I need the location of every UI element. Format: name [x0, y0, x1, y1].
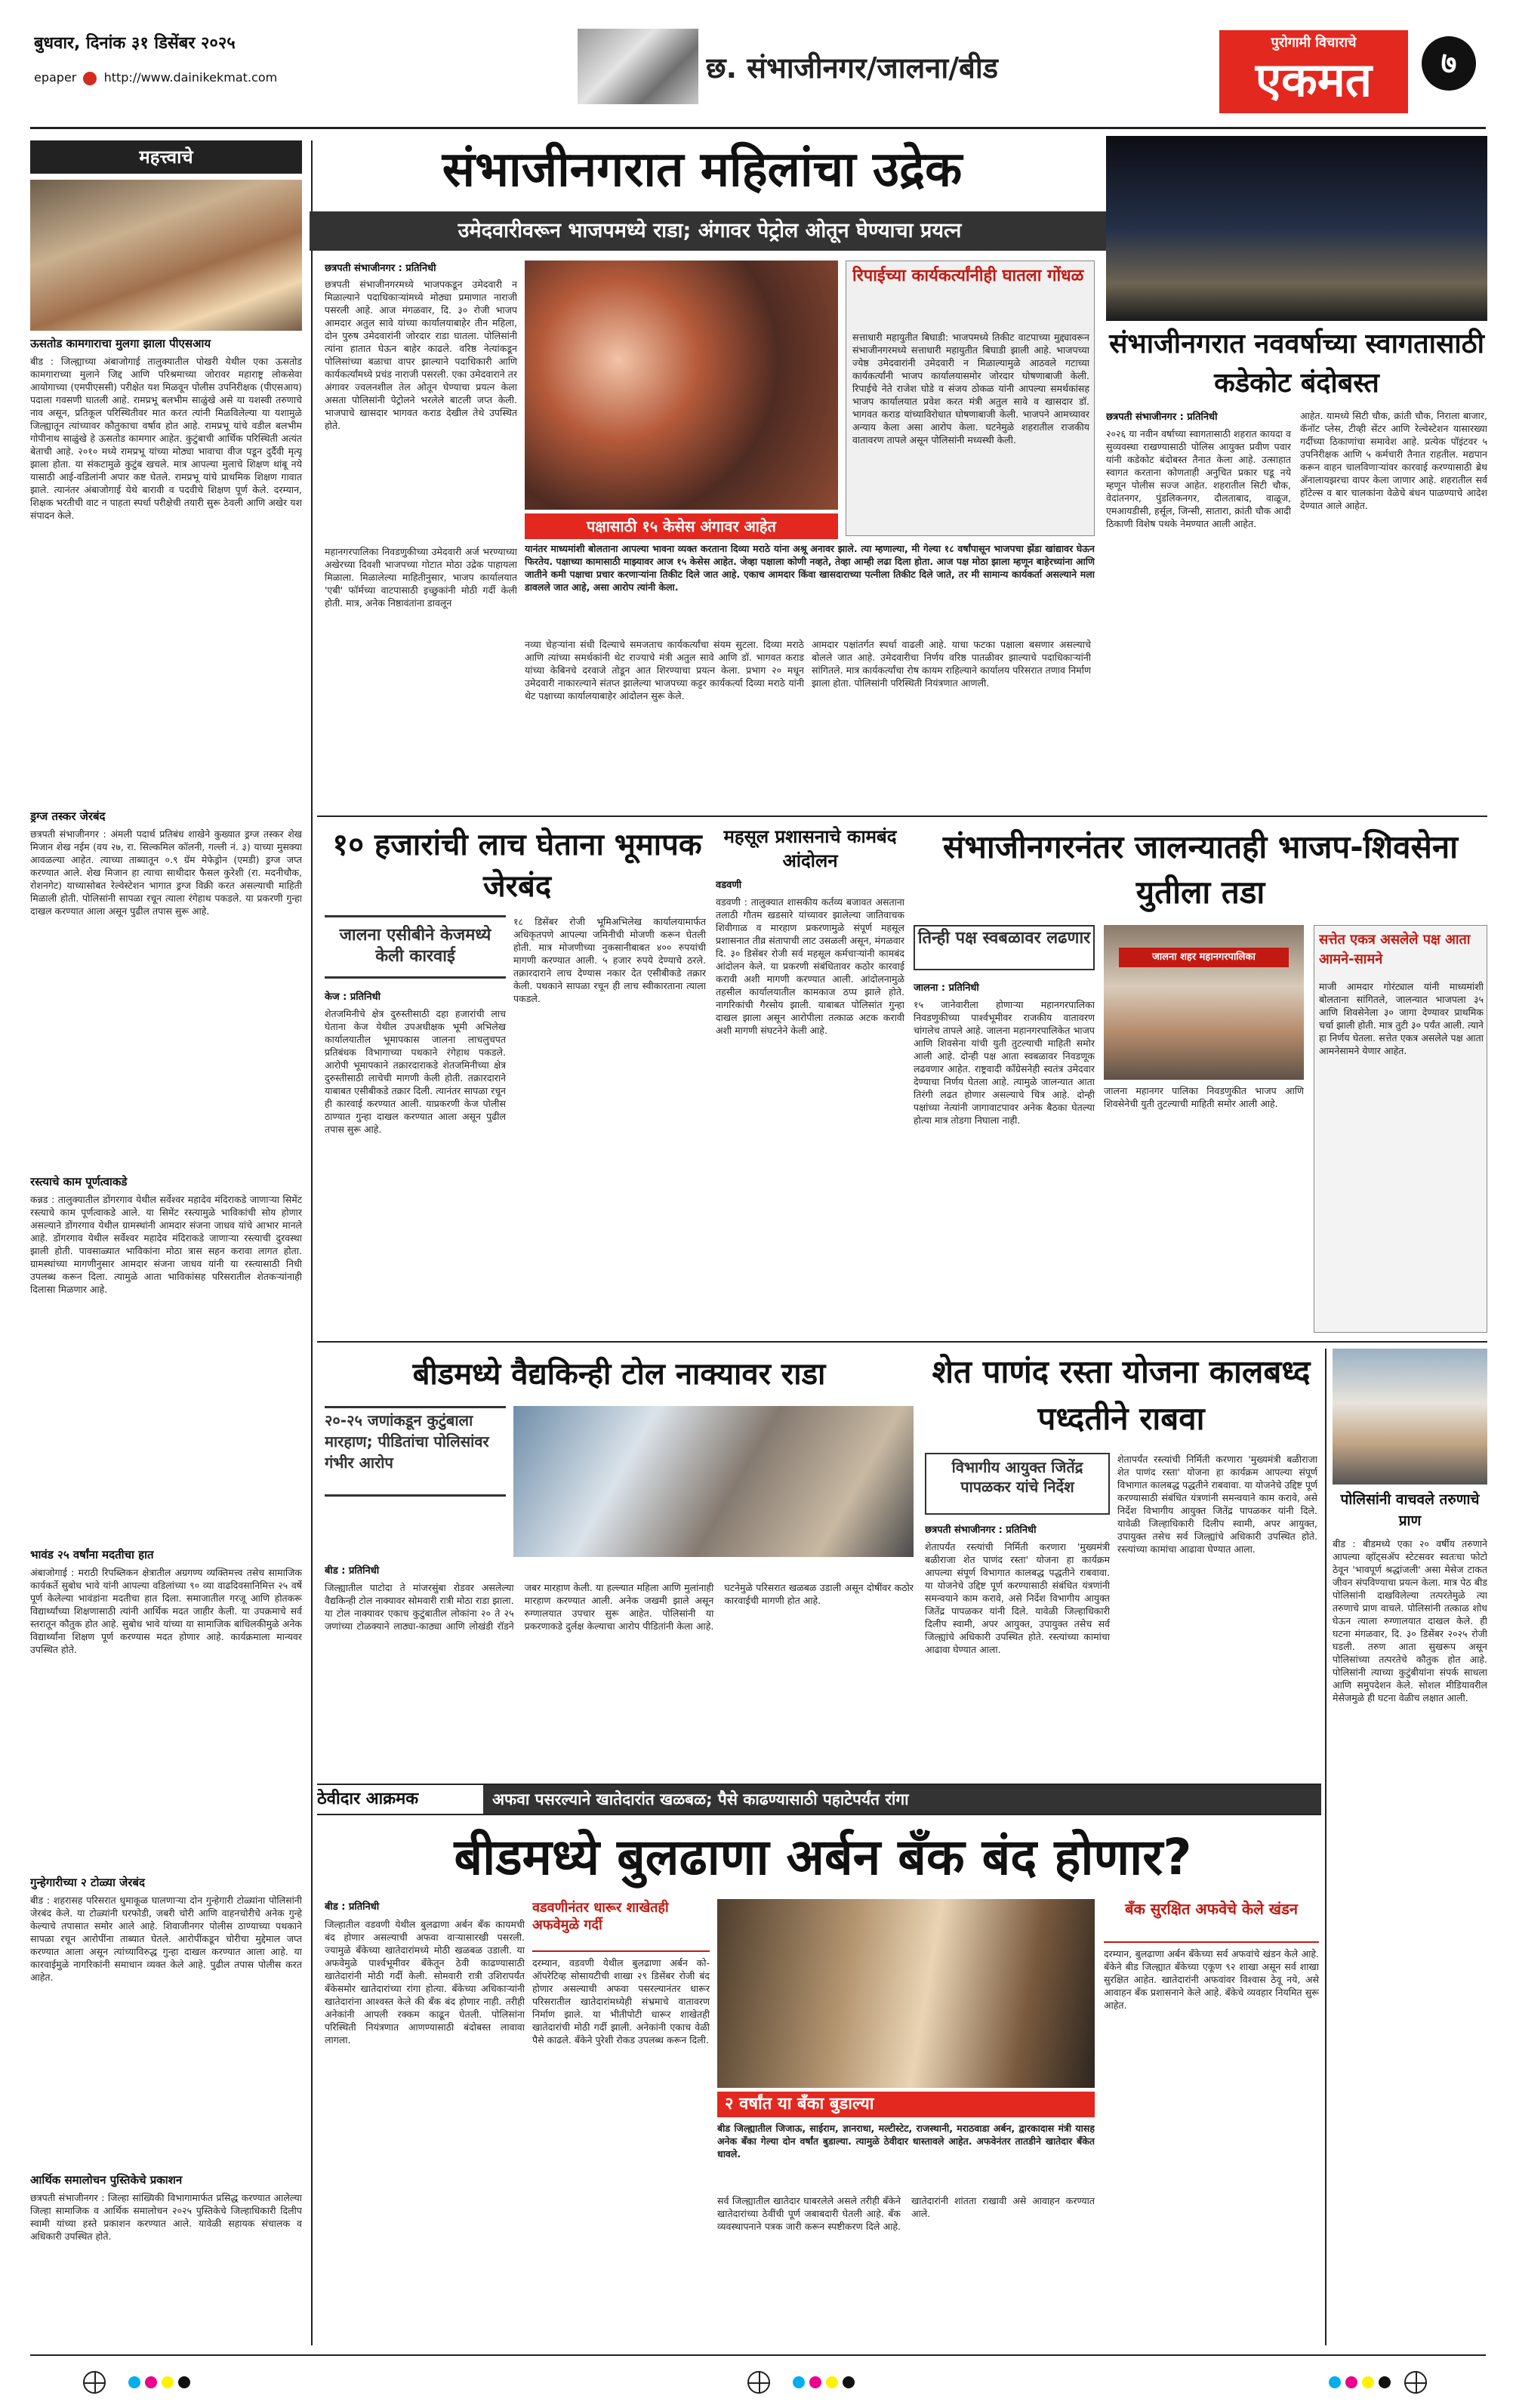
sidebar: [30, 140, 302, 2345]
lead-dateline: छत्रपती संभाजीनगर : प्रतिनिधी: [325, 263, 436, 274]
registration-mark-right: [1404, 2371, 1427, 2394]
municipal-sign: जालना शहर महानगरपालिका: [1119, 948, 1289, 967]
toll-plaza-photo: [513, 1406, 914, 1557]
alliance-photo-caption: जालना महानगर पालिका निवडणुकीत भाजप आणि शिवसेनेची युती तुटल्याची माहिती समोर आली आहे.: [1104, 1085, 1304, 1109]
sidebar-header: महत्त्वाचे: [30, 140, 302, 174]
bribe-kicker: जालना एसीबीने केजमध्ये केली कारवाई: [325, 915, 506, 979]
lead-headline: संभाजीनगरात महिलांचा उद्रेक: [442, 142, 963, 198]
color-dots-center: [793, 2376, 855, 2388]
toll-dateline: बीड : प्रतिनिधी: [325, 1565, 380, 1577]
edition-prefix: छ. संभाजीनगर: [706, 51, 867, 85]
sidebar-story-3-body: कन्नड : तालुक्यातील डोंगरगाव येथील सर्वेश्वर महादेव मंदिराकडे जाणाऱ्या सिमेंट रस्त्याचे काम पूर्णत्वाकडे आले. या सिमेंट रस्त्यामुळे भाविकांची सोय होणार असल्याने डोंगरगाव येथील ग्रामस्थांनी आमदार संजना जाधव यांचे आभार मानले आहे. डोंगरगाव येथील सर्वेश्वर महादेव मंदिराकडे जाणाऱ्या रस्त्याची दुरवस्था झाली होती. पावसाळ्यात भाविकांना मोठा त्रास सहन करावा लागत होता. ग्रामस्थांच्या मागणीनुसार आमदार संजना जाधव यांनी या रस्त्यासाठी निधी उपलब्ध करून दिला. त्यामुळे आता भाविकांसह परिसरातील शेतकऱ्यांनाही दिलासा मिळणार आहे.: [30, 1194, 302, 1295]
lead-col3: आमदार पक्षांतर्गत स्पर्धा वाढली आहे. याचा फटका पक्षाला बसणार असल्याचे बोलले जात आहे. उमेदवारीचा निर्णय वरिष्ठ पातळीवर झाल्याचे पदाधिकाऱ्यांनी सांगितले. मात्र कार्यकर्त्यांचा रोष कायम राहिल्याने कार्यालय परिसरात तणाव निर्माण झाला होता. पोलिसांनी परिस्थिती नियंत्रणात आणली.: [812, 639, 1091, 689]
dharur-headline: वडवणीनंतर धारूर शाखेतही अफवेमुळे गर्दी: [532, 1899, 710, 1952]
rescue-body: बीड : बीडमध्ये एका २० वर्षीय तरुणाने आपल्या व्हॉट्सॲप स्टेटसवर स्वतःचा फोटो ठेवून 'भावपूर्ण श्रद्धांजली' असा मेसेज टाकत जीवन संपविण्याचा प्रयत्न केला. मात्र पेठ बीड पोलिसांनी दाखविलेल्या तत्परतेमुळे त्या तरुणाचे प्राण वाचले. पोलिसांनी तत्काळ शोध घेऊन त्याला रुग्णालयात दाखल केले. ही घटना मंगळवार, दि. ३० डिसेंबर २०२५ रोजी घडली. तरुण आता सुखरूप असून पोलिसांच्या तत्परतेचे कौतुक होत आहे. पोलिसांनी त्याच्या कुटुंबीयांना संपर्क साधला आणि समुपदेशन केले. सोशल मीडियावरील मेसेजमुळे ही घटना वेळीच लक्षात आली.: [1333, 1538, 1487, 1703]
sidebar-story-2-body: छत्रपती संभाजीनगर : अंमली पदार्थ प्रतिबंध शाखेने कुख्यात ड्रग्ज तस्कर शेख मिजान शेख नईम (वय २७, रा. सिल्कमिल कॉलनी, गल्ली नं. ३) याच्या मुसक्या आवळल्या आहेत. त्याच्या ताब्यातून ०.९ ग्रॅम मेफेड्रोन (एमडी) ड्रग्ज जप्त करण्यात आले. शेख मिजान हा त्याचा साथीदार फैसल कुरेशी (रा. मदनीचौक, रोशनगेट) याच्यासोबत रेल्वेस्टेशन भागात ड्रग्ज विक्री करत असल्याची माहिती मिळाली होती. पोलिसांनी सापळा रचून त्याला रंगेहाथ पकडले. या प्रकरणी गुन्हा दाखल करण्यात आला असून पुढील तपास सुरू आहे.: [30, 828, 302, 917]
toll-body: जिल्ह्यातील पाटोदा ते मांजरसुंबा रोडवर असलेल्या वैद्यकिन्ही टोल नाक्यावर सोमवारी रात्री मोठा राडा झाला. या टोल नाक्यावर एकाच कुटुंबातील लोकांना २० ते २५ जणांच्या टोळक्याने लाठ्या-काठ्या आणि लोखंडी रॉडने जबर मारहाण केली. या हल्ल्यात महिला आणि मुलांनाही मारहाण करण्यात आली. अनेक जखमी झाले असून रुग्णालयात उपचार सुरू आहेत. पोलिसांनी या प्रकरणाकडे दुर्लक्ष केल्याचा आरोप पीडितांनी केला आहे. घटनेमुळे परिसरात खळबळ उडाली असून दोषींवर कठोर कारवाईची मागणी होत आहे.: [325, 1582, 914, 1632]
page-number: ७: [1422, 36, 1476, 91]
city-collage-image: [578, 29, 698, 104]
sidebar-story-2-headline: ड्रग्ज तस्कर जेरबंद: [30, 809, 106, 823]
lead-col2: नव्या चेहऱ्यांना संधी दिल्याचे समजताच कार्यकर्त्यांचा संयम सुटला. दिव्या मराठे आणि त्यांच्या समर्थकांनी थेट राज्याचे मंत्री अतुल सावे आणि डॉ. भागवत कराड यांच्या केबिनचे दरवाजे तोडून आत शिरण्याचा प्रयत्न केला. प्रभाग २० मधून उमेदवारी नाकारल्याने संतप्त झालेल्या भाजपच्या कट्टर कार्यकर्त्या दिव्या मराठे यांनी थेट पक्षाच्या कार्यालयाबाहेर आंदोलन सुरू केले.: [525, 639, 804, 701]
security-dateline: छत्रपती संभाजीनगर : प्रतिनिधी: [1106, 412, 1218, 423]
alliance-headline: संभाजीनगरनंतर जालन्यातही भाजप-शिवसेना युतीला तडा: [942, 828, 1459, 911]
rpi-box: [846, 261, 1095, 536]
lead-protest-photo: [525, 261, 838, 510]
municipal-building-photo: [1104, 925, 1304, 1080]
sidebar-divider: [311, 140, 313, 2345]
rpi-body: सत्ताधारी महायुतीत बिघाडी: भाजपमध्ये तिकीट वाटपाच्या मुद्द्यावरून संभाजीनगरमध्ये सत्ताधारी महायुतीत बिघाडी झाली आहे. भाजपच्या ज्येष्ठ उमेदवारांनी उमेदवारी न मिळाल्यामुळे आठवले गटाच्या कार्यकर्त्यांनी भाजप कार्यालयासमोर जोरदार घोषणाबाजी केली. रिपाईचे नेते राजेश घोडे व संजय ठोकळ यांनी आपल्या समर्थकांसह भाजप कार्यालयात प्रवेश करत मंत्री अतुल सावे व खासदार डॉ. भागवत कराड यांच्याविरोधात घोषणाबाजी केली. भाजपने आमच्यावर अन्याय केला असा आरोप केला. घटनेमुळे शहरातील राजकीय वातावरण तापले असून पोलिसांनी मध्यस्थी केली.: [852, 331, 1089, 446]
masthead-rule: [30, 127, 1486, 129]
alliance-sidebar-box: [1314, 925, 1487, 1333]
toll-headline: बीडमध्ये वैद्यकिन्ही टोल नाक्यावर राडा: [412, 1357, 826, 1392]
road-dateline: छत्रपती संभाजीनगर : प्रतिनिधी: [925, 1525, 1037, 1536]
bank-strip: [317, 1784, 1321, 1815]
row-rule-2: [317, 1341, 1487, 1343]
bank-photo-caption: २ वर्षांत या बँका बुडाल्या: [717, 2092, 1095, 2117]
brand-tagline: पुरोगामी विचाराचे: [1271, 35, 1357, 51]
lead-col1: छत्रपती संभाजीनगरमध्ये भाजपकडून उमेदवारी न मिळाल्याने पदाधिकाऱ्यांमध्ये मोठ्या प्रमाणात नाराजी पसरली आहे. आज मंगळवार, दि. ३० रोजी भाजप आमदार अतुल सावे यांच्या कार्यालयाबाहेर तीन महिला, दोन पुरुष उमेदवारांनी जोरदार राडा घातला. पोलिसांनी त्यांना हातात घेऊन बाहेर काढले. वरिष्ठ नेत्यांकडून पोलिसांच्या बळाचा वापर झाल्याने पदाधिकारी आणि कार्यकर्त्यांमध्ये प्रचंड नाराजी पसरली. एका उमेदवाराने तर अंगावर ज्वलनशील तेल ओतून घेण्याचा प्रयत्न केला असता पोलिसांनी पेट्रोलने भरलेले बाटली जप्त केली. भाजपाचे खासदार भागवत कराड देखील तेथे उपस्थित होते.: [325, 279, 517, 431]
bank-photo-text: बीड जिल्ह्यातील जिजाऊ, साईराम, ज्ञानराधा, मल्टीस्टेट, राजस्थानी, मराठवाडा अर्बन, द्वारकादास मंत्री यासह अनेक बँका गेल्या दोन वर्षांत बुडाल्या. त्यामुळे ठेवीदार धास्तावले आहेत. अफवेनंतर तातडीने खातेदार बँकेत धावले.: [717, 2123, 1095, 2160]
lead-subheadline: उमेदवारीवरून भाजपमध्ये राडा; अंगावर पेट्रोल ओतून घेण्याचा प्रयत्न: [310, 211, 1110, 251]
globe-icon: [83, 72, 97, 85]
epaper-link[interactable]: http://www.dainikekmat.com: [103, 70, 278, 85]
registration-mark-center: [747, 2371, 770, 2394]
rescue-headline: पोलिसांनी वाचवले तरुणाचे प्राण: [1340, 1491, 1480, 1529]
dharur-box: [532, 1899, 710, 2345]
row-rule-1: [317, 816, 1487, 817]
sidebar-story-5-headline: गुन्हेगारीच्या २ टोळ्या जेरबंद: [30, 1876, 145, 1889]
alliance-kicker: तिन्ही पक्ष स्वबळावर लढणार: [914, 925, 1095, 970]
alliance-body: १५ जानेवारीला होणाऱ्या महानगरपालिका निवडणुकीच्या पार्श्वभूमीवर राजकीय वातावरण चांगलेच तापले आहे. जालना महानगरपालिकेत भाजप आणि शिवसेना यांची युती तुटल्याची माहिती समोर आली आहे. दोन्ही पक्ष आता स्वबळावर निवडणूक लढवणार आहेत. राष्ट्रवादी काँग्रेसनेही स्वतंत्र उमेदवार देण्याचा निर्णय घेतला आहे. त्यामुळे जालन्यात आता तिरंगी लढत होणार असल्याचे चित्र आहे. दोन्ही पक्षांच्या नेत्यांनी जागावाटपावर अनेक बैठका घेतल्या होत्या मात्र तोडगा निघाला नाही.: [914, 999, 1095, 1126]
sidebar-story-1-body: बीड : जिल्ह्याच्या अंबाजोगाई तालुक्यातील पोखरी येथील एका ऊसतोड कामगाराच्या मुलाने जिद्द आणि परिश्रमाच्या जोरावर महाराष्ट्र लोकसेवा आयोगाच्या (एमपीएससी) परीक्षेत यश मिळवून पोलीस उपनिरीक्षक (पीएसआय) पदाला गवसणी घातली आहे. रामप्रभू बलभीम साळुंखे असे या यशस्वी तरुणाचे नाव असून, प्रतिकूल परिस्थितीवर मात करत त्यांनी मिळविलेल्या या यशामुळे जिल्ह्यातून त्यांच्यावर कौतुकाचा वर्षाव होत आहे. रामप्रभू यांचे वडील बलभीम गोपीनाथ साळुंखे हे ऊसतोड कामगार आहेत. कुटुंबाची आर्थिक परिस्थिती अत्यंत बेताची आहे. २०१० मध्ये रामप्रभू यांच्या मोठ्या भावाचा वीज पडून दुर्दैवी मृत्यू झाला होता. या संकटामुळे कुटुंब खचले. मात्र आपल्या मुलाचे शिक्षण थांबू नये यासाठी आई-वडिलांनी अपार कष्ट घेतले. रामप्रभू यांचे प्राथमिक शिक्षण गावात झाले. त्यानंतर अंबाजोगाई येथे बारावी व पदवीचे शिक्षण पूर्ण केले. दरम्यान, शिक्षक भरतीची वाट न पाहता स्पर्धा परीक्षेची तयारी सुरू ठेवली आणि अखेर यश संपादन केले.: [30, 356, 302, 521]
pso-photo: [30, 180, 302, 331]
strip-text: अफवा पसरल्याने खातेदारांत खळबळ; पैसे काढण्यासाठी पहाटेपर्यंत रांगा: [483, 1785, 1321, 1814]
masthead: [34, 29, 1484, 118]
rpi-headline: रिपाईच्या कार्यकर्त्यांनीही घातला गोंधळ: [852, 267, 1084, 285]
security-col1: २०२६ या नवीन वर्षाच्या स्वागतासाठी शहरात कायदा व सुव्यवस्था राखण्यासाठी पोलिस आयुक्त प्रवीण पवार यांनी कडेकोट बंदोबस्त तैनात केला आहे. उत्साहात स्वागत करताना कोणताही अनुचित प्रकार घडू नये म्हणून पोलीस सज्ज आहेत. शहरातील सिटी चौक, वेदांतनगर, पुंडलिकनगर, दौलताबाद, वाळूज, एमआयडीसी, हर्सूल, जिन्सी, सातारा, क्रांती चौक आदी ठिकाणी विशेष पथके नेमण्यात आली आहेत.: [1106, 428, 1291, 529]
security-col2: आहेत. यामध्ये सिटी चौक, क्रांती चौक, निराला बाजार, कॅनॉट प्लेस, टीव्ही सेंटर आणि रेल्वेस्टेशन यासारख्या गर्दीच्या ठिकाणांचा समावेश आहे. प्रत्येक पॉइंटवर ५ उपनिरीक्षक आणि ५ कर्मचारी तैनात राहतील. मद्यपान करून वाहन चालविणाऱ्यांवर कारवाई करण्यासाठी ब्रेथ ॲनालायझरचा वापर केला जाणार आहे. शहरातील सर्व हॉटेल्स व बार चालकांना वेळेचे बंधन पाळण्याचे आदेश देण्यात आले आहेत.: [1300, 410, 1487, 511]
bank-safe-box: [1104, 1899, 1319, 2345]
footer-rule: [30, 2354, 1486, 2356]
bank-queue-photo: [717, 1899, 1095, 2088]
lead-quote: यानंतर माध्यमांशी बोलताना आपल्या भावना व्यक्त करताना दिव्या मराठे यांना अश्रू अनावर झाले. त्या म्हणाल्या, मी गेल्या १८ वर्षांपासून भाजपचा झेंडा खांद्यावर घेऊन फिरतेय. पक्षाच्या कामासाठी माझ्यावर आज १५ केसेस आहेत. जेव्हा पक्षाला कोणी नव्हते, तेव्हा आम्ही लढा दिला होता. आज पक्ष मोठा झाला म्हणून बाहेरच्यांना आणि जातीने कमी पक्षाचा प्रचार करणाऱ्यांना तिकीट दिले जात आहे. एकाच आमदार किंवा खासदाराच्या पत्नीला तिकीट दिले जाते, तर मी सामान्य कार्यकर्ता असल्याने मला डावलले जात आहे, असा आरोप त्यांनी केला.: [525, 543, 1095, 593]
edition-suffix: /जालना/बीड: [866, 51, 998, 85]
road-headline: शेत पाणंद रस्ता योजना कालबध्द पध्दतीने राबवा: [932, 1353, 1311, 1437]
epaper-line: [34, 66, 381, 89]
road-body: शेतापर्यंत रस्त्यांची निर्मिती करणारा 'मुख्यमंत्री बळीराजा शेत पाणंद रस्ता' योजना हा कार्यक्रम आपल्या संपूर्ण विभागात कालबद्ध पद्धतीने राबवावा. या योजनेचे उद्दिष्ट पूर्ण करण्यासाठी संबंधित यंत्रणांनी समन्वयाने काम करावे, असे निर्देश विभागीय आयुक्त जितेंद्र पापळकर यांनी दिले. यावेळी जिल्हाधिकारी दिलीप स्वामी, अपर आयुक्त, उपायुक्त तसेच सर्व जिल्ह्यांचे अधिकारी उपस्थित होते. रस्त्यांच्या कामांचा आढावा घेण्यात आला.: [925, 1541, 1110, 1655]
color-dots-right: [1329, 2376, 1391, 2388]
issue-date: बुधवार, दिनांक ३१ डिसेंबर २०२५: [34, 34, 236, 53]
bank-safe-headline: बँक सुरक्षित अफवेचे केले खंडन: [1104, 1899, 1319, 1943]
alliance-sidebar-headline: सत्तेत एकत्र असलेले पक्ष आता आमने-सामने: [1319, 932, 1471, 967]
revenue-dateline: वडवणी: [716, 880, 742, 891]
sidebar-story-3-headline: रस्त्याचे काम पूर्णत्वाकडे: [30, 1175, 128, 1189]
revenue-headline: महसूल प्रशासनाचे कामबंद आंदोलन: [723, 826, 897, 871]
registration-mark-left: [83, 2371, 106, 2394]
epaper-label: epaper: [34, 70, 77, 85]
road-kicker: विभागीय आयुक्त जितेंद्र पापळकर यांचे निर्देश: [925, 1453, 1110, 1515]
brand-logo: [1219, 30, 1408, 113]
sidebar-story-1-headline: ऊसतोड कामगाराचा मुलगा झाला पीएसआय: [30, 337, 211, 350]
bank-body: जिल्हातील वडवणी येथील बुलढाणा अर्बन बँक कायमची बंद होणार असल्याची अफवा वाऱ्यासारखी पसरली. ज्यामुळे बँकेच्या खातेदारांमध्ये मोठी खळबळ उडाली. या अफवेमुळे पार्श्वभूमीवर बँकेतून ठेवी काढण्यासाठी खातेदारांनी मोठी गर्दी केली. सोमवारी रात्री उशिरापर्यंत बँकेसमोर खातेदारांच्या रांगा होत्या. बँकेच्या अधिकाऱ्यांनी खातेदारांना आश्वस्त केले की बँक बंद होणार नाही. तरीही अनेकांनी आपली रक्कम काढून घेतली. पोलिसांना परिस्थिती नियंत्रणात आणण्यासाठी बंदोबस्त लावावा लागला.: [325, 1919, 525, 2046]
lead-col1b: महानगरपालिका निवडणुकीच्या उमेदवारी अर्ज भरण्याच्या अखेरच्या दिवशी भाजपच्या गोटात मोठा उद्रेक पाहायला मिळाला. मिळालेल्या माहितीनुसार, भाजप कार्यालयात 'एबी' फॉर्मच्या वाटपासाठी इच्छुकांनी मोठी गर्दी केली होती. मात्र, अनेक निष्ठावंतांना डावलून: [325, 546, 517, 609]
police-station-photo: [1333, 1349, 1487, 1485]
bank-headline: बीडमध्ये बुलढाणा अर्बन बँक बंद होणार?: [454, 1828, 1192, 1886]
revenue-body: वडवणी : तालुक्यात शासकीय कर्तव्य बजावत असताना तलाठी गौतम खडसारे यांच्यावर झालेल्या जातिवाचक शिवीगाळ व मारहाण प्रकरणामुळे संपूर्ण महसूल प्रशासनात तीव्र संतापाची लाट उसळली असून, मंगळवार दि. ३० डिसेंबर रोजी सर्व महसूल कर्मचाऱ्यांनी कामबंद आंदोलन केले. या प्रकरणी संबंधितावर कठोर कारवाई करावी अशी मागणी करण्यात आली. आंदोलनामुळे तहसील कार्यालयातील कामकाज ठप्प झाले होते. नागरिकांची गैरसोय झाली. याबाबत पोलिसांत गुन्हा दाखल झाला असून आरोपीला तत्काळ अटक करावी अशी मागणी संघटनेने केली आहे.: [716, 896, 904, 1036]
road-body-cont: शेतापर्यंत रस्त्यांची निर्मिती करणारा 'मुख्यमंत्री बळीराजा शेत पाणंद रस्ता' योजना हा कार्यक्रम आपल्या संपूर्ण विभागात कालबद्ध पद्धतीने राबवावा. या योजनेचे उद्दिष्ट पूर्ण करण्यासाठी संबंधित यंत्रणांनी समन्वयाने काम करावे, असे निर्देश विभागीय आयुक्त जितेंद्र पापळकर यांनी दिले. यावेळी जिल्हाधिकारी दिलीप स्वामी, अपर आयुक्त, उपायुक्त तसेच सर्व जिल्ह्यांचे अधिकारी उपस्थित होते. रस्त्यांच्या कामांचा आढावा घेण्यात आला.: [1117, 1454, 1317, 1555]
brand-name: एकमत: [1255, 52, 1373, 107]
lead-photo-caption: पक्षासाठी १५ केसेस अंगावर आहेत: [525, 513, 838, 539]
security-headline: संभाजीनगरात नववर्षाच्या स्वागतासाठी कडेकोट बंदोबस्त: [1109, 328, 1484, 399]
bank-safe-body: दरम्यान, बुलढाणा अर्बन बँकेच्या सर्व अफवांचे खंडन केले आहे. बँकेने बीड जिल्ह्यात बँकेच्या एकूण ९२ शाखा असून सर्व शाखा सुरक्षित आहेत. खातेदारांनी अफवांवर विश्वास ठेवू नये, असे आवाहन बँक प्रशासनाने केले आहे. बँकेचे व्यवहार नियमित सुरू आहेत.: [1104, 1948, 1319, 2011]
bank-col2: सर्व जिल्ह्यातील खातेदार घाबरलेले असले तरीही बँकेने खातेदारांच्या ठेवींची पूर्ण जबाबदारी घेतली आहे. बँक व्यवस्थापनाने पत्रक जारी करून स्पष्टीकरण दिले आहे. खातेदारांनी शांतता राखावी असे आवाहन करण्यात आले.: [717, 2195, 1095, 2232]
alliance-dateline: जालना : प्रतिनिधी: [914, 982, 979, 994]
bribe-dateline: केज : प्रतिनिधी: [325, 991, 381, 1003]
color-dots-left: [128, 2376, 190, 2388]
toll-kicker: २०-२५ जणांकडून कुटुंबाला मारहाण; पीडितांचा पोलिसांवर गंभीर आरोप: [325, 1406, 506, 1497]
bribe-headline: १० हजारांची लाच घेताना भूमापक जेरबंद: [332, 828, 702, 904]
sidebar-story-4-body: अंबाजोगाई : मराठी रिपब्लिकन क्षेत्रातील अग्रगण्य व्यक्तिमत्त्व तसेच सामाजिक कार्यकर्ते सुबोध भावे यांनी आपल्या वडिलांच्या ९० व्या वाढदिवसानिमित्त २५ वर्षे पूर्ण केलेल्या भावंडांना मदतीचा हात दिला. समाजातील गरजू आणि होतकरू विद्यार्थ्यांच्या शिक्षणासाठी त्यांनी आर्थिक मदत जाहीर केली. या उपक्रमाचे सर्व स्तरातून कौतुक होत आहे. सुबोध भावे यांच्या या सामाजिक बांधिलकीमुळे अनेक विद्यार्थ्यांना शिक्षण पूर्ण करण्यास मदत होणार आहे. कार्यक्रमाला मान्यवर उपस्थित होते.: [30, 1567, 302, 1655]
edition-title: [706, 45, 1129, 91]
police-night-photo: [1106, 136, 1487, 321]
dharur-body: दरम्यान, वडवणी येथील बुलढाणा अर्बन को-ऑपरेटिव्ह सोसायटीची शाखा २९ डिसेंबर रोजी बंद होणार असल्याची अफवा पसरल्यानंतर धारूर परिसरातील खातेदारांमध्येही संभ्रमाचे वातावरण निर्माण झाले. या भीतीपोटी धारूर शाखेतही खातेदारांची मोठी गर्दी झाली. अनेकांनी एकाच वेळी पैसे काढले. बँकेने पुरेशी रोकड उपलब्ध करून दिली.: [532, 1957, 710, 2046]
alliance-sidebar-body: माजी आमदार गोरंट्याल यांनी माध्यमांशी बोलताना सांगितले, जालन्यात भाजपला ३५ आणि शिवसेनेला ३० जागा देण्यावर प्राथमिक चर्चा झाली होती. मात्र तुटी ३० पर्यंत आली. त्याने हा निर्णय घेतला. सत्तेत एकत्र असलेले पक्ष आता आमनेसामने येणार आहेत.: [1319, 981, 1484, 1056]
sidebar-story-6-body: छत्रपती संभाजीनगर : जिल्हा सांख्यिकी विभागामार्फत प्रसिद्ध करण्यात आलेल्या जिल्हा सामाजिक व आर्थिक समालोचन २०२५ पुस्तिकेचे जिल्हाधिकारी दिलीप स्वामी यांच्या हस्ते प्रकाशन करण्यात आले. यावेळी सहायक संचालक व अधिकारी उपस्थित होते.: [30, 2192, 302, 2242]
sidebar-story-6-headline: आर्थिक समालोचन पुस्तिकेचे प्रकाशन: [30, 2173, 183, 2187]
bank-dateline: बीड : प्रतिनिधी: [325, 1901, 380, 1913]
sidebar-story-5-body: बीड : शहरासह परिसरात धुमाकूळ घालणाऱ्या दोन गुन्हेगारी टोळ्यांना पोलिसांनी जेरबंद केले. या टोळ्यांनी घरफोडी, जबरी चोरी आणि वाहनचोरीचे अनेक गुन्हे केल्याचे तपासात समोर आले आहे. शिवाजीनगर पोलीस ठाण्याच्या पथकाने सापळा रचून आरोपींना ताब्यात घेतले. आरोपींकडून चोरीचा मुद्देमाल जप्त करण्यात आला असून त्यांच्याविरुद्ध गुन्हा दाखल करण्यात आला आहे. या कारवाईमुळे नागरिकांनी समाधान व्यक्त केले आहे. पुढील तपास पोलीस करत आहेत.: [30, 1895, 302, 1983]
strip-tag: ठेवीदार आक्रमक: [317, 1790, 419, 1808]
rescue-divider: [1325, 1349, 1326, 2345]
bribe-body2: १८ डिसेंबर रोजी भूमिअभिलेख कार्यालयामार्फत अधिकृतपणे आपल्या जमिनीची मोजणी करून घेतली होती. मात्र मोजणीच्या नुकसानीबाबत ४०० रुपयांची मागणी करण्यात आली. ५ हजार रुपये देण्याचे ठरले. तक्रारदाराने लाच देण्यास नकार देत एसीबीकडे तक्रार केली. पथकाने सापळा रचून ही लाच स्वीकारताना त्याला पकडले.: [513, 916, 706, 1004]
sidebar-story-4-headline: भावंड २५ वर्षांना मदतीचा हात: [30, 1548, 154, 1562]
bribe-body: शेतजमिनीचे क्षेत्र दुरुस्तीसाठी दहा हजारांची लाच घेताना केज येथील उपअधीक्षक भूमी अभिलेख कार्यालयातील भूमापकास जालना लाचलुचपत प्रतिबंधक विभागाच्या पथकाने रंगेहाथ पकडले. आरोपी भूमापकाने तक्रारदाराकडे शेतजमिनीच्या क्षेत्र दुरुस्तीसाठी लाचेची मागणी केली होती. तक्रारदाराने याबाबत एसीबीकडे तक्रार दिली. त्यानंतर सापळा रचून ही कारवाई करण्यात आली. याप्रकरणी केज पोलीस ठाण्यात गुन्हा दाखल करण्यात आला असून पुढील तपास सुरू आहे.: [325, 1008, 506, 1135]
